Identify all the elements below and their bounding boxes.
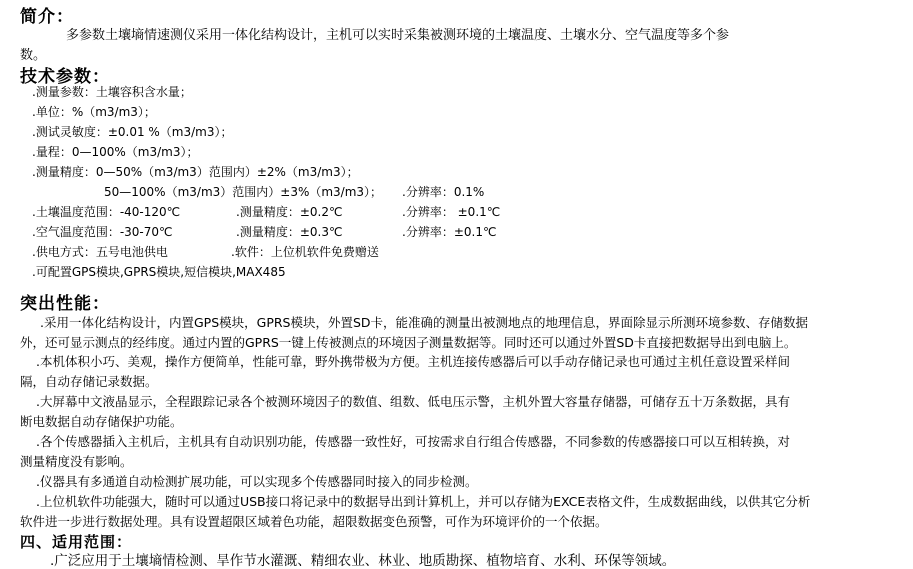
feature-2-line-2: 隔，自动存储记录数据。 <box>20 374 158 389</box>
spec-software: .软件：上位机软件免费赠送 <box>231 245 379 259</box>
feature-2-line-1: .本机体积小巧、美观，操作方便简单，性能可靠，野外携带极为方便。主机连接传感器后可以手动存储记录也可通过主机任意设置采样间 <box>36 354 790 369</box>
applications-heading: 四、适用范围： <box>20 533 133 551</box>
spec-air-temp-resolution: .分辨率：±0.1℃ <box>402 225 497 239</box>
spec-power: .供电方式：五号电池供电 <box>32 245 168 259</box>
spec-unit: .单位：%（m3/m3）； <box>32 105 156 119</box>
spec-sensitivity: .测试灵敏度：±0.01 %（m3/m3）； <box>32 125 233 139</box>
features-heading: 突出性能： <box>20 294 110 314</box>
spec-soil-temp-range: .土壤温度范围：-40-120℃ <box>32 205 181 219</box>
intro-line-2: 数。 <box>20 48 47 63</box>
feature-1-line-1: .采用一体化结构设计，内置GPS模块，GPRS模块，外置SD卡，能准确的测量出被测地点的地理信息，界面除显示所测环境参数、存储数据 <box>40 315 809 330</box>
spec-modules: .可配置GPS模块,GPRS模块,短信模块,MAX485 <box>32 265 286 279</box>
feature-1-line-2: 外，还可显示测点的经纬度。通过内置的GPRS一键上传被测点的环境因子测量数据等。同时还可以通过外置SD卡直接把数据导出到电脑上。 <box>20 335 797 350</box>
feature-4-line-2: 测量精度没有影响。 <box>20 454 133 469</box>
spec-accuracy-1: .测量精度：0—50%（m3/m3）范围内）±2%（m3/m3）； <box>32 165 359 179</box>
spec-range: .量程：0—100%（m3/m3）； <box>32 145 199 159</box>
specs-heading: 技术参数： <box>20 67 110 87</box>
spec-air-temp-range: .空气温度范围：-30-70℃ <box>32 225 173 239</box>
spec-soil-temp-accuracy: .测量精度：±0.2℃ <box>236 205 343 219</box>
spec-air-temp-accuracy: .测量精度：±0.3℃ <box>236 225 343 239</box>
spec-accuracy-resolution: .分辨率：0.1% <box>402 185 485 199</box>
feature-6-line-2: 软件进一步进行数据处理。具有设置超限区域着色功能，超限数据变色预警，可作为环境评价的一个依据。 <box>20 514 608 529</box>
feature-3-line-2: 断电数据自动存储保护功能。 <box>20 414 183 429</box>
feature-3-line-1: .大屏幕中文液晶显示，全程跟踪记录各个被测环境因子的数值、组数、低电压示警，主机外置大容量存储器，可储存五十万条数据，具有 <box>36 394 790 409</box>
intro-line-1: 多参数土壤墒情速测仪采用一体化结构设计，主机可以实时采集被测环境的土壤温度、土壤水分、空气温度等多个参 <box>66 28 730 43</box>
feature-6-line-1: .上位机软件功能强大，随时可以通过USB接口将记录中的数据导出到计算机上，并可以存储为EXCE表格文件，生成数据曲线，以供其它分析 <box>36 494 811 509</box>
intro-heading: 简介： <box>20 7 74 27</box>
spec-measure-params: .测量参数：土壤容积含水量； <box>32 85 192 99</box>
spec-soil-temp-resolution: .分辨率： ±0.1℃ <box>402 205 501 219</box>
applications-line-1: .广泛应用于土壤墒情检测、旱作节水灌溉、精细农业、林业、地质勘探、植物培育、水利、环保等领域。 <box>50 553 676 569</box>
spec-accuracy-2: 50—100%（m3/m3）范围内）±3%（m3/m3）； <box>104 185 383 199</box>
feature-4-line-1: .各个传感器插入主机后，主机具有自动识别功能，传感器一致性好，可按需求自行组合传感器，不同参数的传感器接口可以互相转换，对 <box>36 434 790 449</box>
feature-5-line-1: .仪器具有多通道自动检测扩展功能，可以实现多个传感器同时接入的同步检测。 <box>36 474 478 489</box>
